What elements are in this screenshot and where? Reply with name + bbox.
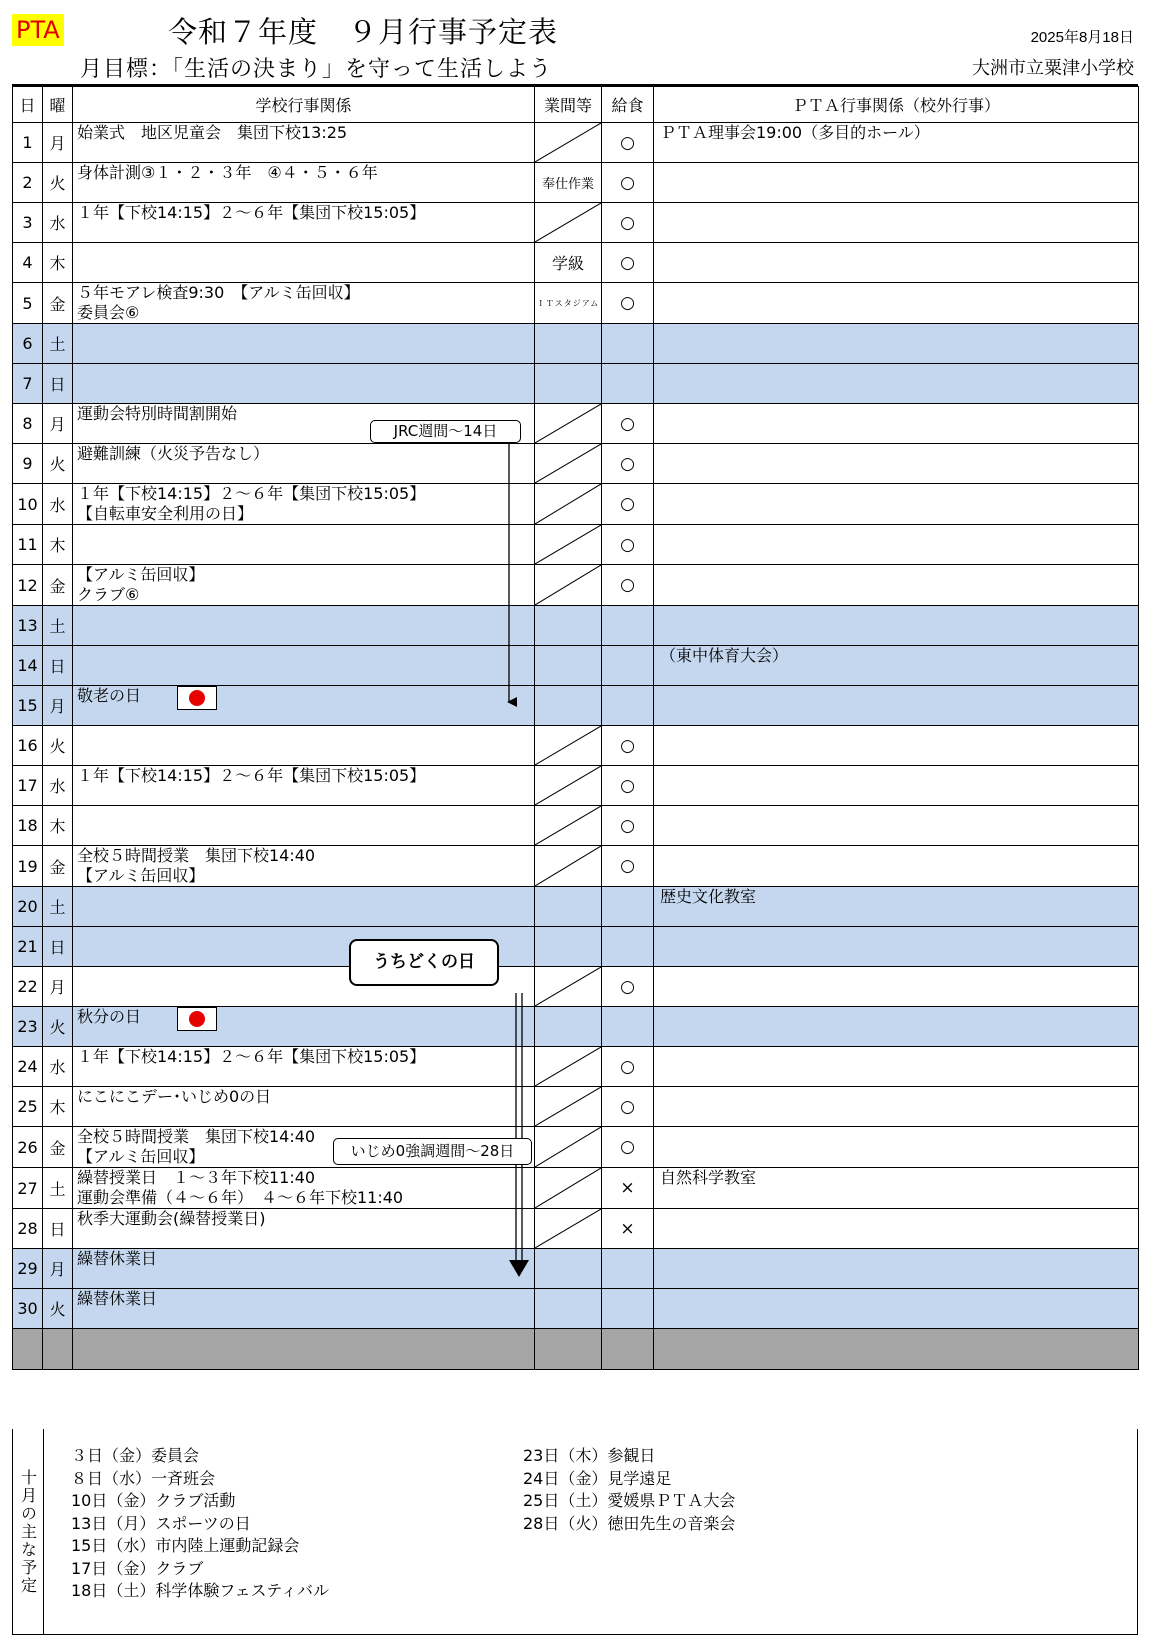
gyokan-cell	[535, 444, 602, 484]
not-applicable-slash	[535, 404, 601, 443]
gyokan-cell	[535, 726, 602, 766]
school-event-cell	[73, 1087, 535, 1127]
gyokan-cell: 学級	[535, 243, 602, 283]
next-month-item: 28日（火）徳田先生の音楽会	[523, 1513, 736, 1533]
not-applicable-slash	[535, 525, 601, 564]
day-cell: 6	[13, 324, 43, 364]
meal-cell	[602, 887, 654, 927]
event-line: ５年モアレ検査9:30 【アルミ缶回収】	[77, 283, 360, 302]
blank-cell	[602, 1329, 654, 1370]
not-applicable-slash	[535, 1209, 601, 1248]
next-month-item: 18日（土）科学体験フェスティバル	[71, 1581, 329, 1600]
day-cell: 25	[13, 1087, 43, 1127]
meal-cell	[602, 324, 654, 364]
school-event-cell	[73, 806, 535, 846]
pta-event-cell	[654, 1087, 1139, 1127]
meal-cell: ×	[602, 1209, 654, 1249]
day-cell: 9	[13, 444, 43, 484]
event-line: 運動会特別時間割開始	[77, 404, 238, 423]
school-event-cell	[73, 1249, 535, 1289]
uchidoku-callout: うちどくの日	[349, 939, 499, 986]
pta-event-cell	[654, 806, 1139, 846]
day-cell: 14	[13, 646, 43, 686]
weekday-cell: 水	[43, 203, 73, 243]
page-title: 令和７年度 ９月行事予定表	[168, 15, 559, 49]
blank-cell	[13, 1329, 43, 1370]
gyokan-cell: 奉仕作業	[535, 163, 602, 203]
blank-cell	[654, 1329, 1139, 1370]
event-line: 【アルミ缶回収】	[77, 1147, 205, 1166]
pta-event-cell	[654, 1047, 1139, 1087]
next-month-item: 13日（月）スポーツの日	[71, 1513, 251, 1533]
next-month-notes	[12, 1429, 1138, 1635]
weekday-cell: 水	[43, 766, 73, 806]
pta-event-cell	[654, 243, 1139, 283]
weekday-cell: 金	[43, 1127, 73, 1168]
gyokan-cell	[535, 887, 602, 927]
table-row	[13, 846, 1139, 887]
weekday-cell: 月	[43, 686, 73, 726]
day-cell: 20	[13, 887, 43, 927]
day-cell: 2	[13, 163, 43, 203]
not-applicable-slash	[535, 806, 601, 845]
day-cell: 4	[13, 243, 43, 283]
school-event-cell	[73, 1168, 535, 1209]
event-line: 敬老の日	[77, 686, 534, 710]
gyokan-cell	[535, 646, 602, 686]
weekday-cell: 金	[43, 846, 73, 887]
day-cell: 1	[13, 123, 43, 163]
day-cell: 28	[13, 1209, 43, 1249]
table-row	[13, 766, 1139, 806]
event-line: 運動会準備（４～６年） ４～６年下校11:40	[77, 1188, 404, 1207]
meal-cell: ○	[602, 1087, 654, 1127]
gyokan-cell	[535, 324, 602, 364]
weekday-cell: 火	[43, 726, 73, 766]
meal-cell	[602, 1249, 654, 1289]
pta-event-cell	[654, 927, 1139, 967]
table-row	[13, 283, 1139, 324]
pta-event-cell	[654, 726, 1139, 766]
gyokan-cell	[535, 606, 602, 646]
day-cell: 19	[13, 846, 43, 887]
table-row	[13, 123, 1139, 163]
meal-cell: ○	[602, 1127, 654, 1168]
not-applicable-slash	[535, 123, 601, 162]
next-month-item: ８日（水）一斉班会	[71, 1468, 216, 1488]
gyokan-cell: ＩＴスタジアム	[535, 283, 602, 324]
jrc-week-callout: JRC週間～14日	[370, 420, 521, 443]
pta-event-cell	[654, 525, 1139, 565]
pta-event-cell	[654, 324, 1139, 364]
meal-cell	[602, 1289, 654, 1329]
weekday-cell: 月	[43, 967, 73, 1007]
next-month-list-2	[523, 1445, 735, 1535]
weekday-cell: 火	[43, 1289, 73, 1329]
pta-event-cell	[654, 1209, 1139, 1249]
meal-cell: ○	[602, 766, 654, 806]
pta-event-cell	[654, 967, 1139, 1007]
event-line: 繰替休業日	[77, 1289, 158, 1308]
pta-event-cell	[654, 484, 1139, 525]
event-line: １年【下校14:15】２～６年【集団下校15:05】	[77, 203, 426, 222]
meal-cell: ○	[602, 243, 654, 283]
school-event-cell	[73, 726, 535, 766]
weekday-cell: 日	[43, 364, 73, 404]
gyokan-cell	[535, 525, 602, 565]
day-cell: 13	[13, 606, 43, 646]
gyokan-cell	[535, 686, 602, 726]
weekday-cell: 水	[43, 484, 73, 525]
next-month-item: 10日（金）クラブ活動	[71, 1491, 236, 1510]
table-row	[13, 1047, 1139, 1087]
school-event-cell	[73, 484, 535, 525]
table-row	[13, 1127, 1139, 1168]
gyokan-cell	[535, 1047, 602, 1087]
col-header-gyokan: 業間等	[535, 87, 602, 123]
meal-cell: ○	[602, 404, 654, 444]
meal-cell	[602, 606, 654, 646]
weekday-cell: 月	[43, 404, 73, 444]
day-cell: 3	[13, 203, 43, 243]
weekday-cell: 日	[43, 1209, 73, 1249]
pta-event-cell: ＰＴＡ理事会19:00（多目的ホール）	[654, 123, 1139, 163]
school-event-cell	[73, 324, 535, 364]
table-row	[13, 887, 1139, 927]
weekday-cell: 金	[43, 565, 73, 606]
meal-cell: ○	[602, 1047, 654, 1087]
table-row	[13, 243, 1139, 283]
day-cell: 24	[13, 1047, 43, 1087]
weekday-cell: 水	[43, 1047, 73, 1087]
meal-cell	[602, 646, 654, 686]
meal-cell: ○	[602, 967, 654, 1007]
table-row	[13, 565, 1139, 606]
col-header-meal: 給食	[602, 87, 654, 123]
pta-event-cell	[654, 1289, 1139, 1329]
pta-event-cell	[654, 364, 1139, 404]
weekday-cell: 日	[43, 646, 73, 686]
gyokan-cell	[535, 846, 602, 887]
meal-cell: ○	[602, 806, 654, 846]
school-name: 大洲市立粟津小学校	[972, 58, 1134, 79]
pta-event-cell	[654, 404, 1139, 444]
day-cell: 17	[13, 766, 43, 806]
gyokan-cell	[535, 484, 602, 525]
school-event-cell	[73, 1289, 535, 1329]
table-header-row	[13, 87, 1139, 123]
gyokan-cell	[535, 123, 602, 163]
day-cell: 12	[13, 565, 43, 606]
weekday-cell: 火	[43, 1007, 73, 1047]
school-event-cell	[73, 646, 535, 686]
day-cell: 27	[13, 1168, 43, 1209]
school-event-cell	[73, 203, 535, 243]
day-cell: 23	[13, 1007, 43, 1047]
table-row	[13, 1168, 1139, 1209]
meal-cell: ○	[602, 484, 654, 525]
meal-cell: ×	[602, 1168, 654, 1209]
school-event-cell	[73, 525, 535, 565]
meal-cell: ○	[602, 444, 654, 484]
school-event-cell	[73, 283, 535, 324]
not-applicable-slash	[535, 846, 601, 886]
event-line: １年【下校14:15】２～６年【集団下校15:05】	[77, 484, 426, 503]
weekday-cell: 木	[43, 525, 73, 565]
meal-cell: ○	[602, 163, 654, 203]
blank-cell	[535, 1329, 602, 1370]
school-event-cell	[73, 1007, 535, 1047]
gyokan-cell	[535, 1087, 602, 1127]
weekday-cell: 土	[43, 1168, 73, 1209]
pta-event-cell	[654, 565, 1139, 606]
pta-event-cell	[654, 1127, 1139, 1168]
table-row	[13, 927, 1139, 967]
event-line: 全校５時間授業 集団下校14:40	[77, 846, 316, 865]
event-line: 始業式 地区児童会 集団下校13:25	[77, 123, 348, 142]
day-cell: 26	[13, 1127, 43, 1168]
table-row	[13, 1007, 1139, 1047]
table-row	[13, 444, 1139, 484]
anti-bullying-week-callout: いじめ0強調週間～28日	[333, 1138, 532, 1165]
table-row	[13, 726, 1139, 766]
gyokan-cell	[535, 806, 602, 846]
blank-cell	[43, 1329, 73, 1370]
meal-cell: ○	[602, 203, 654, 243]
school-event-cell	[73, 1047, 535, 1087]
table-row	[13, 646, 1139, 686]
weekday-cell: 木	[43, 1087, 73, 1127]
table-row	[13, 525, 1139, 565]
weekday-cell: 火	[43, 444, 73, 484]
day-cell: 7	[13, 364, 43, 404]
meal-cell: ○	[602, 123, 654, 163]
not-applicable-slash	[535, 444, 601, 483]
table-row	[13, 364, 1139, 404]
table-row	[13, 1289, 1139, 1329]
col-header-day: 日	[13, 87, 43, 123]
school-event-cell	[73, 606, 535, 646]
blank-row	[13, 1329, 1139, 1370]
event-line: 秋分の日	[77, 1007, 534, 1031]
not-applicable-slash	[535, 967, 601, 1006]
japan-flag-icon	[177, 1007, 217, 1031]
gyokan-cell	[535, 927, 602, 967]
next-month-item: 24日（金）見学遠足	[523, 1468, 672, 1488]
school-event-cell	[73, 846, 535, 887]
gyokan-cell	[535, 1007, 602, 1047]
weekday-cell: 日	[43, 927, 73, 967]
next-month-item: 23日（木）参観日	[523, 1446, 656, 1465]
event-table	[12, 86, 1139, 1370]
meal-cell: ○	[602, 525, 654, 565]
pta-event-cell	[654, 766, 1139, 806]
weekday-cell: 火	[43, 163, 73, 203]
gyokan-cell	[535, 1209, 602, 1249]
event-line: 繰替休業日	[77, 1249, 158, 1268]
table-row	[13, 806, 1139, 846]
meal-cell	[602, 686, 654, 726]
blank-cell	[73, 1329, 535, 1370]
not-applicable-slash	[535, 766, 601, 805]
meal-cell	[602, 927, 654, 967]
school-event-cell	[73, 364, 535, 404]
event-line: １年【下校14:15】２～６年【集団下校15:05】	[77, 1047, 426, 1066]
day-cell: 10	[13, 484, 43, 525]
table-row	[13, 967, 1139, 1007]
pta-event-cell	[654, 1249, 1139, 1289]
event-line: 秋季大運動会(繰替授業日)	[77, 1209, 266, 1228]
school-event-cell	[73, 243, 535, 283]
day-cell: 21	[13, 927, 43, 967]
table-row	[13, 324, 1139, 364]
weekday-cell: 木	[43, 243, 73, 283]
event-line: にこにこデー･いじめ0の日	[77, 1087, 272, 1106]
col-header-weekday: 曜	[43, 87, 73, 123]
pta-event-cell: 自然科学教室	[654, 1168, 1139, 1209]
gyokan-cell	[535, 203, 602, 243]
day-cell: 11	[13, 525, 43, 565]
gyokan-cell	[535, 1249, 602, 1289]
school-event-cell	[73, 766, 535, 806]
event-line: 【アルミ缶回収】	[77, 866, 205, 885]
not-applicable-slash	[535, 1127, 601, 1167]
school-event-cell	[73, 163, 535, 203]
japan-flag-icon	[177, 686, 217, 710]
event-line: 全校５時間授業 集団下校14:40	[77, 1127, 316, 1146]
col-header-pta: ＰＴＡ行事関係（校外行事）	[654, 87, 1139, 123]
meal-cell: ○	[602, 846, 654, 887]
event-line: クラブ⑥	[77, 585, 140, 604]
event-line: 避難訓練（火災予告なし）	[77, 444, 270, 463]
next-month-item: 25日（土）愛媛県ＰＴＡ大会	[523, 1491, 736, 1510]
not-applicable-slash	[535, 1168, 601, 1208]
weekday-cell: 木	[43, 806, 73, 846]
gyokan-cell	[535, 404, 602, 444]
event-line: 【自転車安全利用の日】	[77, 504, 254, 523]
table-row	[13, 1249, 1139, 1289]
gyokan-cell	[535, 967, 602, 1007]
col-header-school-events: 学校行事関係	[73, 87, 535, 123]
pta-event-cell	[654, 1007, 1139, 1047]
school-event-cell	[73, 565, 535, 606]
not-applicable-slash	[535, 1087, 601, 1126]
weekday-cell: 月	[43, 1249, 73, 1289]
weekday-cell: 金	[43, 283, 73, 324]
event-line: 身体計測③１・２・３年 ④４・５・６年	[77, 163, 378, 182]
table-row	[13, 404, 1139, 444]
meal-cell: ○	[602, 565, 654, 606]
gyokan-cell	[535, 1127, 602, 1168]
event-line: １年【下校14:15】２～６年【集団下校15:05】	[77, 766, 426, 785]
school-event-cell	[73, 686, 535, 726]
table-row	[13, 686, 1139, 726]
weekday-cell: 月	[43, 123, 73, 163]
not-applicable-slash	[535, 1047, 601, 1086]
pta-event-cell	[654, 606, 1139, 646]
weekday-cell: 土	[43, 606, 73, 646]
event-line: 繰替授業日 １～３年下校11:40	[77, 1168, 316, 1187]
pta-event-cell	[654, 686, 1139, 726]
day-cell: 5	[13, 283, 43, 324]
next-month-label: 十月の主な予定	[13, 1429, 44, 1634]
next-month-list-1	[71, 1445, 329, 1603]
table-row	[13, 484, 1139, 525]
gyokan-cell	[535, 565, 602, 606]
school-event-cell	[73, 123, 535, 163]
not-applicable-slash	[535, 726, 601, 765]
meal-cell	[602, 364, 654, 404]
weekday-cell: 土	[43, 324, 73, 364]
pta-event-cell	[654, 203, 1139, 243]
meal-cell	[602, 1007, 654, 1047]
day-cell: 22	[13, 967, 43, 1007]
gyokan-cell	[535, 364, 602, 404]
not-applicable-slash	[535, 484, 601, 524]
pta-event-cell	[654, 846, 1139, 887]
school-event-cell	[73, 1209, 535, 1249]
pta-event-cell: 歴史文化教室	[654, 887, 1139, 927]
day-cell: 18	[13, 806, 43, 846]
next-month-item: 17日（金）クラブ	[71, 1558, 204, 1578]
day-cell: 30	[13, 1289, 43, 1329]
gyokan-cell	[535, 1289, 602, 1329]
day-cell: 15	[13, 686, 43, 726]
weekday-cell: 土	[43, 887, 73, 927]
school-event-cell	[73, 887, 535, 927]
gyokan-cell	[535, 766, 602, 806]
pta-event-cell	[654, 444, 1139, 484]
day-cell: 29	[13, 1249, 43, 1289]
next-month-item: ３日（金）委員会	[71, 1446, 200, 1465]
not-applicable-slash	[535, 203, 601, 242]
table-row	[13, 1209, 1139, 1249]
event-line: 委員会⑥	[77, 303, 140, 322]
school-event-cell	[73, 444, 535, 484]
meal-cell: ○	[602, 726, 654, 766]
pta-event-cell	[654, 163, 1139, 203]
meal-cell: ○	[602, 283, 654, 324]
table-row	[13, 1087, 1139, 1127]
pta-tag: PTA	[12, 14, 64, 46]
issue-date: 2025年8月18日	[1030, 29, 1134, 46]
not-applicable-slash	[535, 565, 601, 605]
pta-event-cell	[654, 283, 1139, 324]
day-cell: 8	[13, 404, 43, 444]
monthly-goal: 月目標：「生活の決まり」を守って生活しよう	[80, 57, 553, 82]
table-row	[13, 163, 1139, 203]
table-row	[13, 606, 1139, 646]
table-row	[13, 203, 1139, 243]
day-cell: 16	[13, 726, 43, 766]
pta-event-cell: （東中体育大会）	[654, 646, 1139, 686]
next-month-item: 15日（水）市内陸上運動記録会	[71, 1536, 300, 1555]
gyokan-cell	[535, 1168, 602, 1209]
event-line: 【アルミ缶回収】	[77, 565, 205, 584]
